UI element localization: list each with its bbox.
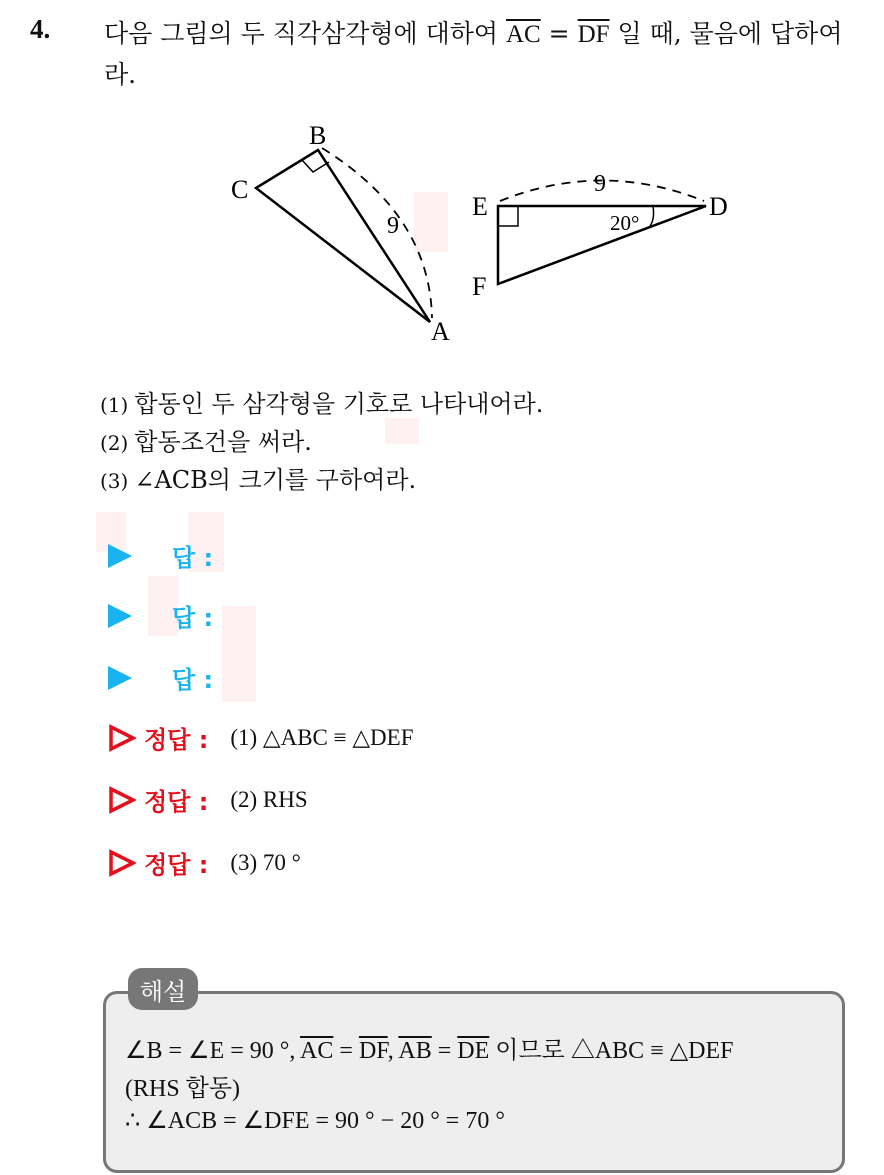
correct-answer-1 [108,720,414,755]
stem-text-1: 다음 그림의 두 직각삼각형에 대하여 [104,19,506,48]
correct-answer-value: (1) △ABC ≡ △DEF [230,724,414,750]
triangles-figure [215,115,745,350]
subquestion-3 [100,460,416,495]
answer-label: 답 : [172,604,214,632]
equals-sign: = [333,1038,359,1064]
answer-blank-3[interactable] [108,660,213,695]
correct-answer-label: 정답 : [144,788,209,816]
solution-tab: 해설 [128,968,198,1010]
outline-arrow-icon [108,724,136,752]
answer-label: 답 : [172,666,214,694]
label-d: D [709,192,728,221]
length-label-ed: 9 [594,171,606,197]
outline-arrow-icon [108,849,136,877]
triangle-abc [256,150,430,322]
solution-line-3: ∴ ∠ACB = ∠DFE = 90 ° − 20 ° = 70 ° [125,1108,505,1134]
answer-blank-1[interactable] [108,538,213,573]
stem-text-2: 일 때, 물음에 답하여라. [104,19,843,89]
subquestion-number: (1) [100,393,129,417]
correct-answer-label: 정답 : [144,726,209,754]
question-stem [104,14,874,95]
label-c: C [231,175,249,204]
play-arrow-icon [108,666,132,690]
subquestion-1 [100,384,543,419]
solution-line-2: (RHS 합동) [125,1076,241,1102]
subquestion-text: 합동인 두 삼각형을 기호로 나타내어라. [134,390,544,418]
correct-answer-value: (3) 70 ° [230,849,301,875]
solution-line-1 [125,1030,734,1065]
solution-text: 이므로 △ABC ≡ △DEF [489,1038,734,1064]
label-e: E [472,192,488,221]
subquestion-text: 합동조건을 써라. [134,428,312,456]
answer-blank-2[interactable] [108,598,213,633]
dashed-arc-ab [322,148,432,318]
question-number: 4. [30,14,51,44]
outline-arrow-icon [108,786,136,814]
segment-de: $\overline{DE}$ [457,1038,490,1064]
angle-arc-d [650,206,654,226]
subquestion-number: (3) [100,469,129,493]
solution-text: ∠B = ∠E = 90 °, [125,1038,301,1064]
label-a: A [431,317,450,346]
play-arrow-icon [108,544,132,568]
subquestion-2 [100,422,312,457]
subquestion-text: ∠ACB의 크기를 구하여라. [134,466,417,494]
answer-label: 답 : [172,544,214,572]
angle-label-d: 20° [610,211,640,235]
correct-answer-2 [108,782,308,817]
equals-sign: = [431,1038,458,1064]
right-angle-mark-e [498,206,518,226]
segment-ac: $\overline{AC}$ [300,1038,334,1064]
label-f: F [472,272,487,301]
play-arrow-icon [108,604,132,628]
segment-df: $\overline{DF}$ [358,1038,388,1064]
correct-answer-value: (2) RHS [230,786,308,812]
correct-answer-label: 정답 : [144,851,209,879]
subquestion-number: (2) [100,431,129,455]
triangle-def [498,206,706,284]
segment-ab: $\overline{AB}$ [398,1038,432,1064]
label-b: B [309,121,327,150]
correct-answer-3 [108,845,301,880]
length-label-ab: 9 [387,213,399,239]
segment-ac: $\overline{AC}$ [506,21,541,48]
segment-df: $\overline{DF}$ [577,21,610,48]
comma: , [387,1038,399,1064]
equals-sign: = [540,19,578,48]
